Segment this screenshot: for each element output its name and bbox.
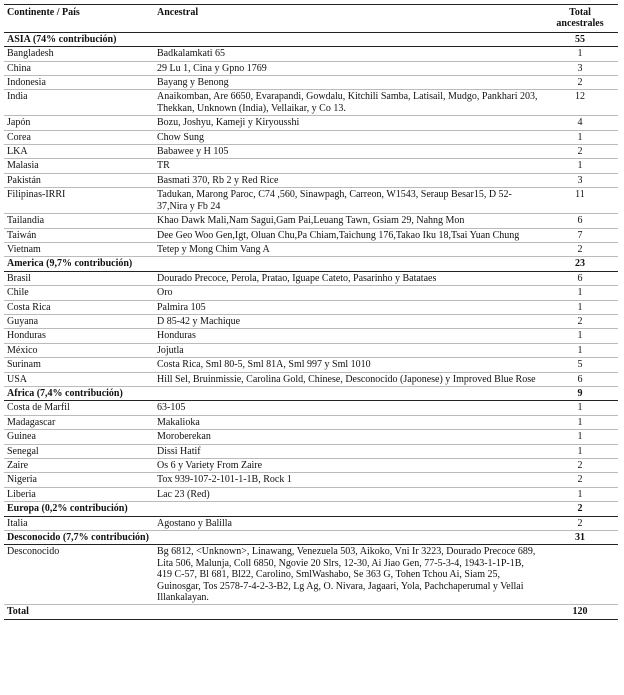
ancestral-cell: TR [154, 159, 542, 173]
country-cell: Desconocido [4, 545, 154, 605]
table-row [4, 130, 618, 144]
ancestral-cell: Makalioka [154, 415, 542, 429]
table-row [4, 314, 618, 328]
ancestral-cell: Agostano y Balilla [154, 516, 542, 530]
group-row [4, 32, 618, 46]
total-cell: 1 [542, 47, 618, 61]
group-total: 9 [542, 386, 618, 400]
ancestral-cell: Bozu, Joshyu, Kameji y Kiryousshi [154, 116, 542, 130]
header-total: Total ancestrales [542, 5, 618, 33]
group-row [4, 386, 618, 400]
country-cell: Vietnam [4, 242, 154, 256]
table-row [4, 90, 618, 116]
table-row [4, 300, 618, 314]
ancestral-cell: Costa Rica, Sml 80-5, Sml 81A, Sml 997 y Sml 1010 [154, 358, 542, 372]
country-cell: Senegal [4, 444, 154, 458]
table-row [4, 159, 618, 173]
table-row [4, 358, 618, 372]
country-cell: India [4, 90, 154, 116]
total-cell: 1 [542, 159, 618, 173]
total-cell: 1 [542, 329, 618, 343]
group-label: Africa (7,4% contribución) [4, 386, 542, 400]
group-row [4, 502, 618, 516]
table-row [4, 145, 618, 159]
table-row [4, 242, 618, 256]
ancestral-cell: Oro [154, 286, 542, 300]
ancestral-cell: Dee Geo Woo Gen,Igt, Oluan Chu,Pa Chiam,Taichung 176,Takao Iku 18,Tsai Yuan Chung [154, 228, 542, 242]
country-cell: Japón [4, 116, 154, 130]
total-cell: 4 [542, 116, 618, 130]
table-row [4, 473, 618, 487]
country-cell: Zaire [4, 459, 154, 473]
ancestral-cell: Tadukan, Marong Paroc, C74 ,560, Sinawpagh, Carreon, W1543, Seraup Besar15, D 52-37,Nira y Fb 24 [154, 188, 542, 214]
country-cell: Liberia [4, 487, 154, 501]
total-cell: 1 [542, 415, 618, 429]
total-cell: 2 [542, 242, 618, 256]
ancestral-cell: 63-105 [154, 401, 542, 415]
total-cell: 2 [542, 314, 618, 328]
group-total: 2 [542, 502, 618, 516]
total-cell: 6 [542, 271, 618, 285]
country-cell: Filipinas-IRRI [4, 188, 154, 214]
ancestral-cell: D 85-42 y Machique [154, 314, 542, 328]
country-cell: Tailandia [4, 214, 154, 228]
country-cell: Madagascar [4, 415, 154, 429]
grand-total: 120 [542, 605, 618, 619]
country-cell: Costa de Marfil [4, 401, 154, 415]
ancestral-cell: 29 Lu 1, Cina y Gpno 1769 [154, 61, 542, 75]
country-cell: Honduras [4, 329, 154, 343]
total-row [4, 605, 618, 619]
table-body [4, 32, 618, 619]
country-cell: Taiwán [4, 228, 154, 242]
group-label: America (9,7% contribución) [4, 257, 542, 271]
country-cell: Bangladesh [4, 47, 154, 61]
ancestral-cell: Basmati 370, Rb 2 y Red Rice [154, 173, 542, 187]
total-cell: 6 [542, 372, 618, 386]
ancestral-cell: Anaikomban, Are 6650, Evarapandi, Gowdalu, Kitchili Samba, Latisail, Mudgo, Pankhari 203, Thekkan, Unknown (India), Vellaikar, y Co 13. [154, 90, 542, 116]
table-row [4, 228, 618, 242]
ancestral-cell: Bayang y Benong [154, 76, 542, 90]
total-cell: 2 [542, 459, 618, 473]
ancestral-cell: Honduras [154, 329, 542, 343]
header-row [4, 5, 618, 33]
country-cell: Chile [4, 286, 154, 300]
ancestral-cell: Os 6 y Variety From Zaire [154, 459, 542, 473]
table-row [4, 487, 618, 501]
table-row [4, 372, 618, 386]
country-cell: Guyana [4, 314, 154, 328]
ancestral-cell: Palmira 105 [154, 300, 542, 314]
total-cell: 5 [542, 358, 618, 372]
total-cell: 1 [542, 444, 618, 458]
total-cell: 6 [542, 214, 618, 228]
group-label: ASIA (74% contribución) [4, 32, 542, 46]
table-row [4, 430, 618, 444]
total-cell: 12 [542, 90, 618, 116]
table-row [4, 173, 618, 187]
total-cell [542, 545, 618, 605]
ancestral-cell: Hill Sel, Bruinmissie, Carolina Gold, Chinese, Desconocido (Japonese) y Improved Blue Rose [154, 372, 542, 386]
table-row [4, 516, 618, 530]
ancestral-cell: Tox 939-107-2-101-1-1B, Rock 1 [154, 473, 542, 487]
country-cell: Brasil [4, 271, 154, 285]
total-cell: 7 [542, 228, 618, 242]
country-cell: México [4, 343, 154, 357]
ancestral-cell: Bg 6812, <Unknown>, Linawang, Venezuela 503, Aikoko, Vni Ir 3223, Dourado Precoce 689, Lita 506, Malunja, Coll 6850, Ngovie 20 Slrs, 12-30, Ai Jiao Gen, 77-5-3-4, 1943-1-1P-1B, 419 C-57, Bl 681, Bl22, Carolino, SmlWashabo, Se 363 G, Tohen Tchou Ai, Siam 25, Guinosgar, Tos 2578-7-4-2-3-B2, Lg Ag, O. Nivara, Jagaari, Yola, Pachchaperumal y Vellai Illankalayan. [154, 545, 542, 605]
country-cell: Corea [4, 130, 154, 144]
total-cell: 2 [542, 145, 618, 159]
table-row [4, 545, 618, 605]
table-row [4, 116, 618, 130]
total-cell: 1 [542, 343, 618, 357]
country-cell: Malasia [4, 159, 154, 173]
country-cell: Guinea [4, 430, 154, 444]
ancestral-cell: Tetep y Mong Chim Vang A [154, 242, 542, 256]
ancestral-cell: Babawee y H 105 [154, 145, 542, 159]
group-row [4, 257, 618, 271]
total-cell: 1 [542, 300, 618, 314]
country-cell: USA [4, 372, 154, 386]
ancestral-cell: Badkalamkati 65 [154, 47, 542, 61]
table-row [4, 401, 618, 415]
group-label: Desconocido (7,7% contribución) [4, 531, 542, 545]
total-cell: 3 [542, 61, 618, 75]
country-cell: Costa Rica [4, 300, 154, 314]
group-total: 31 [542, 531, 618, 545]
ancestral-cell: Dissi Hatif [154, 444, 542, 458]
total-cell: 1 [542, 286, 618, 300]
total-cell: 1 [542, 130, 618, 144]
ancestral-cell: Jojutla [154, 343, 542, 357]
group-total: 55 [542, 32, 618, 46]
group-row [4, 531, 618, 545]
table-row [4, 329, 618, 343]
group-label: Europa (0,2% contribución) [4, 502, 542, 516]
country-cell: Indonesia [4, 76, 154, 90]
total-cell: 2 [542, 473, 618, 487]
header-country: Continente / País [4, 5, 154, 33]
table-row [4, 444, 618, 458]
total-cell: 1 [542, 487, 618, 501]
total-cell: 1 [542, 401, 618, 415]
group-total: 23 [542, 257, 618, 271]
table-row [4, 61, 618, 75]
ancestral-table [4, 4, 618, 620]
document [4, 4, 618, 620]
total-cell: 2 [542, 516, 618, 530]
country-cell: Surinam [4, 358, 154, 372]
total-cell: 3 [542, 173, 618, 187]
table-row [4, 415, 618, 429]
ancestral-cell: Moroberekan [154, 430, 542, 444]
ancestral-cell: Khao Dawk Mali,Nam Sagui,Gam Pai,Leuang Tawn, Gsiam 29, Nahng Mon [154, 214, 542, 228]
country-cell: China [4, 61, 154, 75]
table-row [4, 459, 618, 473]
ancestral-cell: Lac 23 (Red) [154, 487, 542, 501]
header-ancestral: Ancestral [154, 5, 542, 33]
country-cell: Pakistán [4, 173, 154, 187]
total-cell: 2 [542, 76, 618, 90]
table-row [4, 76, 618, 90]
table-row [4, 286, 618, 300]
table-row [4, 188, 618, 214]
table-row [4, 271, 618, 285]
table-row [4, 343, 618, 357]
ancestral-cell: Dourado Precoce, Perola, Pratao, Iguape Cateto, Pasarinho y Batataes [154, 271, 542, 285]
table-row [4, 214, 618, 228]
total-cell: 11 [542, 188, 618, 214]
country-cell: Italia [4, 516, 154, 530]
total-cell: 1 [542, 430, 618, 444]
country-cell: Nigeria [4, 473, 154, 487]
country-cell: LKA [4, 145, 154, 159]
total-label: Total [4, 605, 542, 619]
ancestral-cell: Chow Sung [154, 130, 542, 144]
table-row [4, 47, 618, 61]
